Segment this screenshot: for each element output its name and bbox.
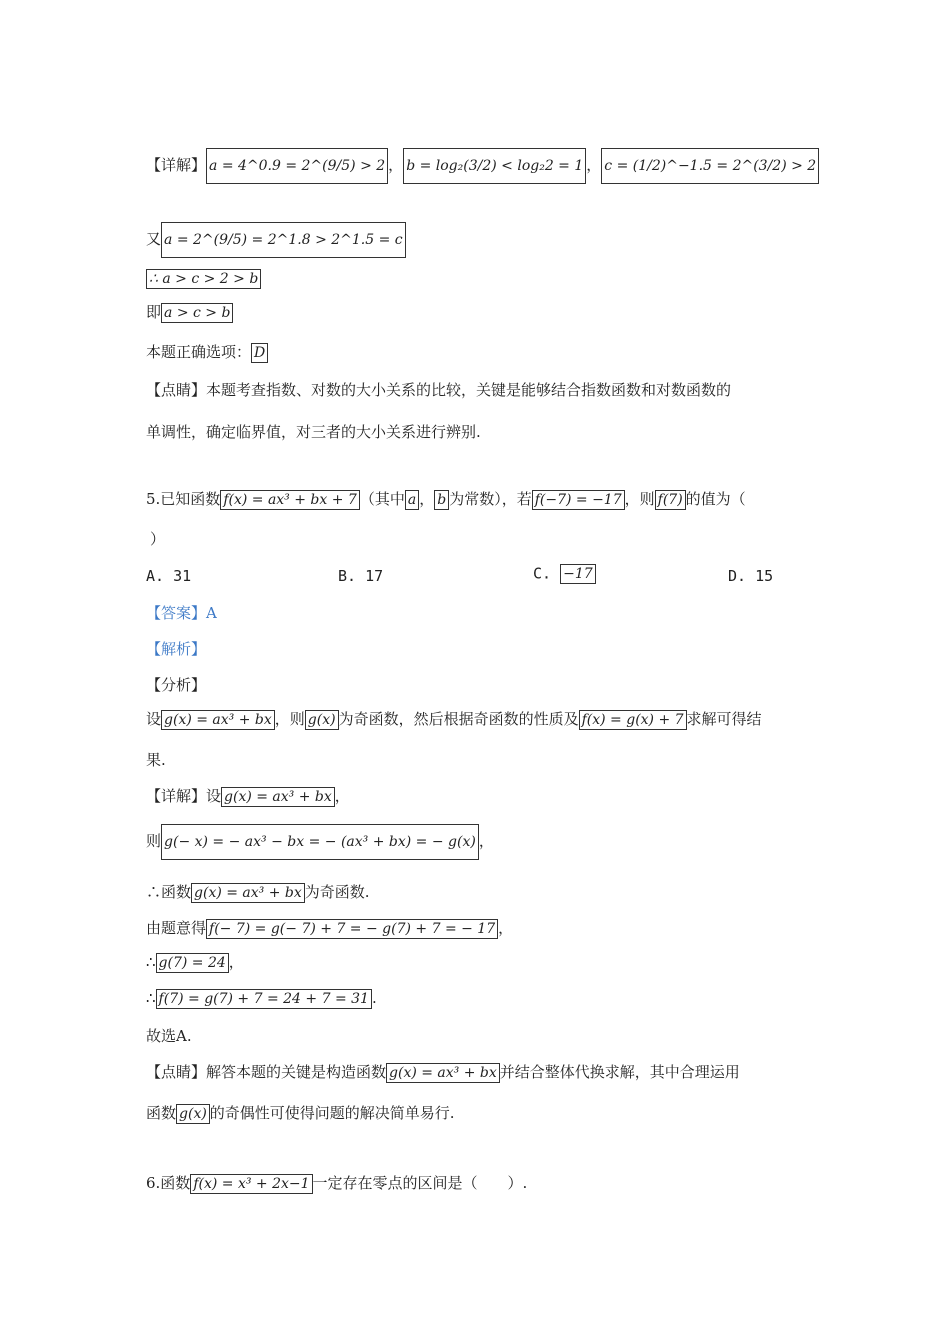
math-c: c = (1/2)^−1.5 = 2^(3/2) > 2	[601, 148, 819, 184]
dianjing5-line-1	[146, 1062, 740, 1083]
q5-close-paren: ）	[150, 530, 166, 548]
fx4: 求解可得结	[686, 710, 762, 728]
p1e: 并结合整体代换求解，其中合理运用	[499, 1063, 740, 1081]
math-order: ∴ a > c > 2 > b	[146, 269, 261, 289]
d6e: .	[371, 989, 377, 1007]
q5-mid3: ，则	[624, 490, 655, 508]
detail5-math-g7: g(7) = 24	[156, 953, 229, 973]
detail5-line-4	[146, 918, 513, 939]
detail5-line-2	[146, 824, 494, 860]
dianjing5-math-gx: g(x)	[176, 1104, 210, 1124]
q6-prefix: 6.函数	[146, 1174, 191, 1192]
p2e: 的奇偶性可使得问题的解决简单易行.	[209, 1104, 455, 1122]
fenxi-math-gx: g(x)	[305, 710, 339, 730]
detail5-line-3	[146, 882, 370, 903]
d4: 由题意得	[146, 919, 207, 937]
d3e: 为奇函数.	[304, 883, 370, 901]
dianjing-line-2: 单调性，确定临界值，对三者的大小关系进行辨别.	[146, 423, 481, 441]
q5-stem	[146, 489, 746, 510]
option-b	[338, 567, 383, 585]
option-a-label: A.	[146, 567, 165, 585]
option-a-value: 31	[173, 567, 192, 585]
d1: 【详解】设	[146, 787, 222, 805]
detail5-line-1	[146, 786, 350, 807]
text-you: 又	[146, 230, 162, 248]
dianjing5-math-g: g(x) = ax³ + bx	[386, 1063, 500, 1083]
q6-suffix: 一定存在零点的区间是（ ）.	[312, 1174, 528, 1192]
detail5-line-5	[146, 952, 244, 973]
dianjing-line-1: 【点睛】本题考查指数、对数的大小关系的比较，关键是能够结合指数函数和对数函数的	[146, 381, 732, 399]
q5-comma: ，	[419, 490, 435, 508]
answer-tag: 【答案】A	[146, 604, 217, 622]
math-b: b = log₂(3/2) < log₂2 = 1	[403, 148, 586, 184]
q5-mid2: 为常数），若	[449, 490, 532, 508]
fenxi-math-g: g(x) = ax³ + bx	[161, 710, 275, 730]
d3: ∴函数	[146, 883, 192, 901]
d6: ∴	[146, 989, 156, 1007]
detail5-math-odd: g(− x) = − ax³ − bx = − (ax³ + bx) = − g(x)	[161, 824, 479, 860]
detail5-line-7: 故选A.	[146, 1027, 192, 1045]
detail-line-3	[146, 268, 261, 289]
dianjing5-line-2	[146, 1103, 455, 1124]
detail-line-5	[146, 342, 268, 363]
fx3: 为奇函数，然后根据奇函数的性质及	[338, 710, 579, 728]
option-c	[533, 564, 596, 584]
text-ji: 即	[146, 303, 162, 321]
math-answer-d: D	[251, 343, 268, 363]
option-d	[728, 567, 773, 585]
option-b-value: 17	[365, 567, 384, 585]
q6-math-f: f(x) = x³ + 2x−1	[190, 1174, 312, 1194]
d2: 则	[146, 832, 162, 850]
q5-math-b: b	[434, 490, 449, 510]
option-c-value: −17	[560, 564, 596, 584]
q6-stem	[146, 1173, 527, 1194]
jiexi-tag: 【解析】	[146, 640, 207, 658]
detail5-math-g: g(x) = ax³ + bx	[221, 787, 335, 807]
option-b-label: B.	[338, 567, 357, 585]
p2: 函数	[146, 1104, 177, 1122]
q5-prefix: 5.已知函数	[146, 490, 221, 508]
q5-math-f7: f(7)	[655, 490, 686, 510]
option-c-label: C.	[533, 564, 552, 583]
fx1: 设	[146, 710, 162, 728]
detail-line-1: 【详解】 a = 4^0.9 = 2^(9/5) > 2 ， b = log₂(3/2) < log₂2 = 1 ， c = (1/2)^−1.5 = 2^(3/2) > 2	[146, 148, 819, 184]
correct-label: 本题正确选项：	[146, 343, 252, 361]
detail5-math-f7: f(7) = g(7) + 7 = 24 + 7 = 31	[156, 989, 372, 1009]
d1e: ，	[334, 787, 350, 805]
q5-math-a: a	[405, 490, 419, 510]
p1: 【点睛】解答本题的关键是构造函数	[146, 1063, 387, 1081]
math-a-c: a = 2^(9/5) = 2^1.8 > 2^1.5 = c	[161, 222, 406, 258]
detail5-math-f-7: f(− 7) = g(− 7) + 7 = − g(7) + 7 = − 17	[206, 919, 498, 939]
q5-mid1: （其中	[359, 490, 405, 508]
d2e: ，	[478, 832, 494, 850]
d5: ∴	[146, 953, 156, 971]
detail5-line-6	[146, 988, 377, 1009]
q5-suffix: 的值为（	[685, 490, 746, 508]
detail-line-4	[146, 302, 233, 323]
math-a: a = 4^0.9 = 2^(9/5) > 2	[206, 148, 388, 184]
option-d-value: 15	[755, 567, 774, 585]
fenxi-math-fg: f(x) = g(x) + 7	[579, 710, 687, 730]
option-d-label: D.	[728, 567, 747, 585]
option-a	[146, 567, 191, 585]
detail5-math-g2: g(x) = ax³ + bx	[191, 883, 305, 903]
d4e: ，	[498, 919, 514, 937]
q5-math-f: f(x) = ax³ + bx + 7	[220, 490, 360, 510]
detail-line-2	[146, 222, 406, 258]
fenxi-line-1	[146, 709, 762, 730]
fx2: ，则	[274, 710, 305, 728]
d5e: ，	[228, 953, 244, 971]
q5-math-condition: f(−7) = −17	[532, 490, 625, 510]
fenxi-tag: 【分析】	[146, 676, 207, 694]
detail-label: 【详解】	[146, 156, 207, 174]
math-order-2: a > c > b	[161, 303, 233, 323]
fenxi-line-2: 果.	[146, 751, 166, 769]
